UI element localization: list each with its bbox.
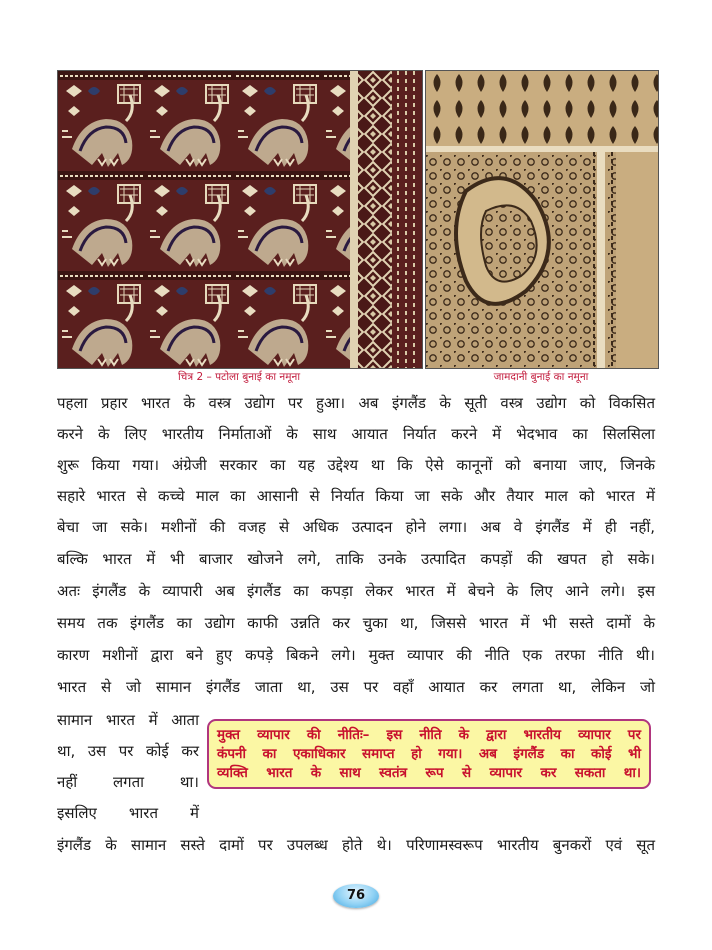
paragraph-line: अतः इंगलैंड के व्यापारी अब इंगलैंड का कपड़ा लेकर भारत में बेचने के लिए आने लगे। इस xyxy=(57,582,655,600)
paragraph-line: कारण मशीनों द्वारा बने हुए कपड़े बिकने लगे। मुक्त व्यापार की नीति एक तरफा नीति थी। xyxy=(57,646,655,664)
jamdani-pattern xyxy=(426,71,658,368)
paragraph-line: करने के लिए भारतीय निर्माताओं के साथ आयात निर्यात करने में भेदभाव का सिलसिला xyxy=(57,425,655,443)
paragraph-line: बेचा जा सके। मशीनों की वजह से अधिक उत्पादन होने लगा। अब वे इंगलैंड में ही नहीं, xyxy=(57,518,655,536)
paragraph-line: भारत से जो सामान इंगलैंड जाता था, उस पर वहाँ आयात कर लगता था, लेकिन जो xyxy=(57,678,655,696)
patola-weave-image xyxy=(57,70,423,369)
paragraph-line: पहला प्रहार भारत के वस्त्र उद्योग पर हुआ। अब इंगलैंड के सूती वस्त्र उद्योग को विकसित xyxy=(57,394,655,412)
paragraph-line: सहारे भारत से कच्चे माल का आसानी से निर्यात किया जा सके और तैयार माल को भारत में xyxy=(57,487,655,505)
paragraph-line: समय तक इंगलैंड का उद्योग काफी उन्नति कर चुका था, जिससे भारत में भी सस्ते दामों के xyxy=(57,614,655,632)
free-trade-note-box xyxy=(207,719,651,789)
patola-pattern xyxy=(58,71,422,368)
paragraph-line: सामान भारत में आता xyxy=(57,711,199,729)
paragraph-line: बल्कि भारत में भी बाजार खोजने लगे, ताकि उनके उत्पादित कपड़ों की खपत हो सके। xyxy=(57,550,655,568)
jamdani-weave-image xyxy=(425,70,659,369)
note-line: व्यक्ति भारत के साथ स्वतंत्र रूप से व्यापार कर सकता था। xyxy=(217,765,641,781)
figure-caption-jamdani: जामदानी बुनाई का नमूना xyxy=(493,371,589,383)
page-number: 76 xyxy=(333,884,379,908)
paragraph-line: नहीं लगता था। xyxy=(57,773,199,791)
note-line: मुक्त व्यापार की नीतिः– इस नीति के द्वारा भारतीय व्यापार पर xyxy=(217,727,641,743)
paragraph-line: इंगलैंड के सामान सस्ते दामों पर उपलब्ध होते थे। परिणामस्वरूप भारतीय बुनकरों एवं सूत xyxy=(57,836,655,854)
figure-caption-patola: चित्र 2 – पटोला बुनाई का नमूना xyxy=(177,371,301,383)
paragraph-line: था, उस पर कोई कर xyxy=(57,742,199,760)
note-line: कंपनी का एकाधिकार समाप्त हो गया। अब इंगलैंड का कोई भी xyxy=(217,746,641,762)
paragraph-line: इसलिए भारत में xyxy=(57,804,199,822)
paragraph-line: शुरू किया गया। अंग्रेजी सरकार का यह उद्देश्य था कि ऐसे कानूनों को बनाया जाए, जिनके xyxy=(57,456,655,474)
